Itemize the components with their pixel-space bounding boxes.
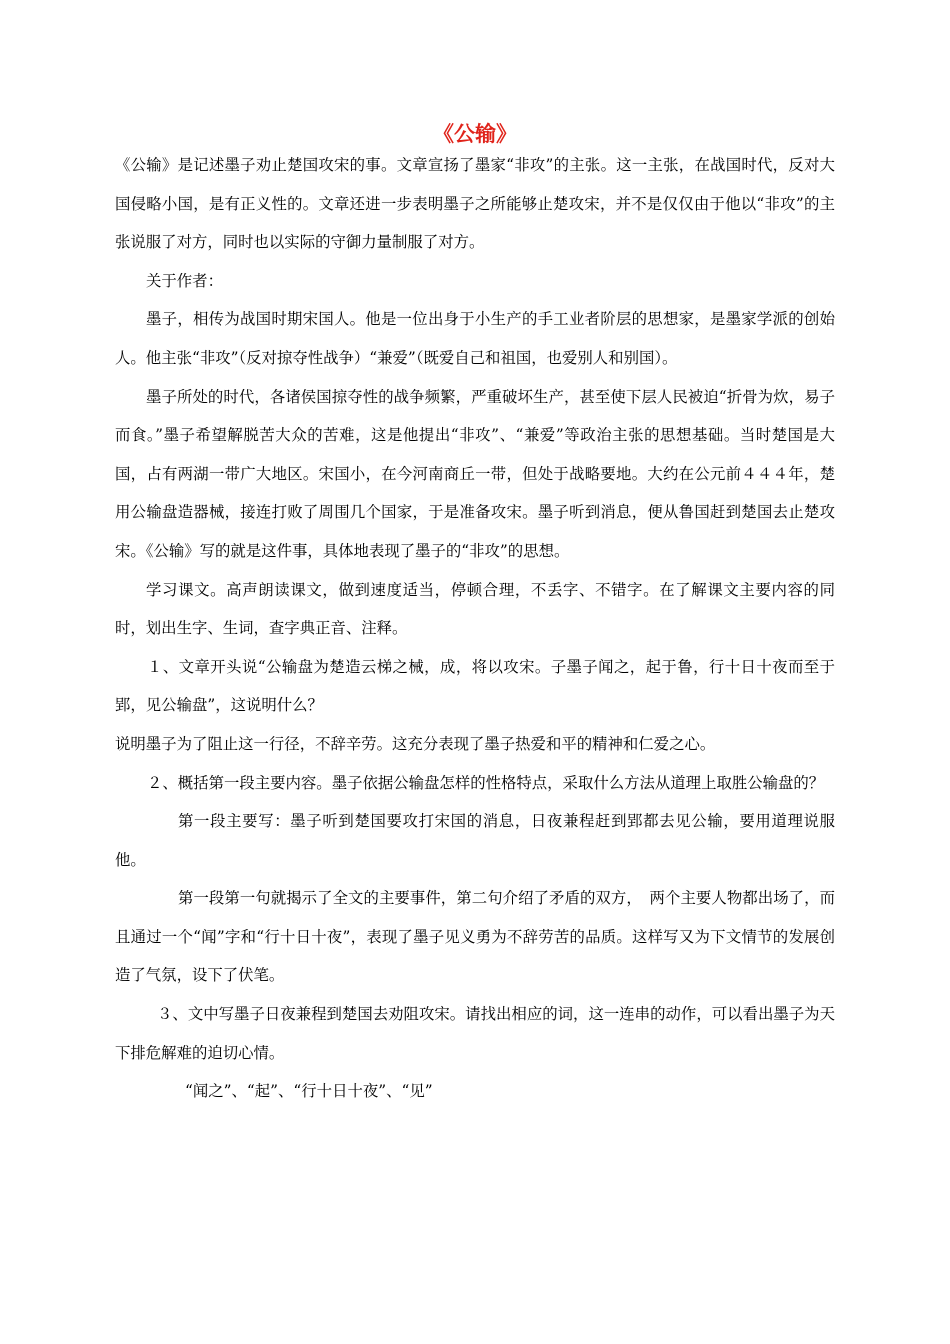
intro-paragraph: 《公输》是记述墨子劝止楚国攻宋的事。文章宣扬了墨家“非攻”的主张。这一主张，在战国时代，反对大国侵略小国，是有正义性的。文章还进一步表明墨子之所能够止楚攻宋，并不是仅仅由于他以“非攻”的主张说服了对方，同时也以实际的守御力量制服了对方。 bbox=[115, 156, 835, 252]
question-3: ３、文中写墨子日夜兼程到楚国去劝阻攻宋。请找出相应的词，这一连串的动作，可以看出墨子为天下排危解难的迫切心情。 bbox=[115, 1005, 835, 1062]
question-1: １、文章开头说“公输盘为楚造云梯之械，成，将以攻宋。子墨子闻之，起于鲁，行十日十夜而至于郢，见公输盘”，这说明什么？ bbox=[115, 657, 835, 715]
question-2: ２、概括第一段主要内容。墨子依据公输盘怎样的性格特点，采取什么方法从道理上取胜公输盘的？ bbox=[147, 773, 825, 792]
answer-1: 说明墨子为了阻止这一行径，不辞辛劳。这充分表现了墨子热爱和平的精神和仁爱之心。 bbox=[115, 734, 716, 753]
answer-3: “闻之”、“起”、“行十日十夜”、“见” bbox=[185, 1082, 433, 1101]
author-paragraph: 墨子，相传为战国时期宋国人。他是一位出身于小生产的手工业者阶层的思想家，是墨家学派的创始人。他主张“非攻”（反对掠夺性战争）“兼爱”（既爱自己和祖国，也爱别人和别国）。 bbox=[115, 310, 835, 367]
answer-2b: 第一段第一句就揭示了全文的主要事件，第二句介绍了矛盾的双方， 两个主要人物都出场了，而且通过一个“闻”字和“行十日十夜”，表现了墨子见义勇为不辞劳苦的品质。这样写又为下文情节的发展创造了气氛，设下了伏笔。 bbox=[115, 889, 835, 985]
answer-2a: 第一段主要写：墨子听到楚国要攻打宋国的消息，日夜兼程赶到郢都去见公输，要用道理说服他。 bbox=[115, 812, 835, 869]
study-paragraph: 学习课文。高声朗读课文，做到速度适当，停顿合理，不丢字、不错字。在了解课文主要内容的同时，划出生字、生词，查字典正音、注释。 bbox=[115, 580, 835, 638]
document-body bbox=[115, 146, 835, 1111]
author-heading: 关于作者： bbox=[146, 271, 223, 290]
document-title: 《公输》 bbox=[433, 121, 517, 146]
background-paragraph: 墨子所处的时代，各诸侯国掠夺性的战争频繁，严重破坏生产，甚至使下层人民被迫“折骨为炊，易子而食。”墨子希望解脱苦大众的苦难，这是他提出“非攻”、“兼爱”等政治主张的思想基础。当时楚国是大国，占有两湖一带广大地区。宋国小，在今河南商丘一带，但处于战略要地。大约在公元前４４４年，楚用公输盘造器械，接连打败了周围几个国家，于是准备攻宋。墨子听到消息，便从鲁国赶到楚国去止楚攻宋。《公输》写的就是这件事，具体地表现了墨子的“非攻”的思想。 bbox=[115, 387, 835, 560]
